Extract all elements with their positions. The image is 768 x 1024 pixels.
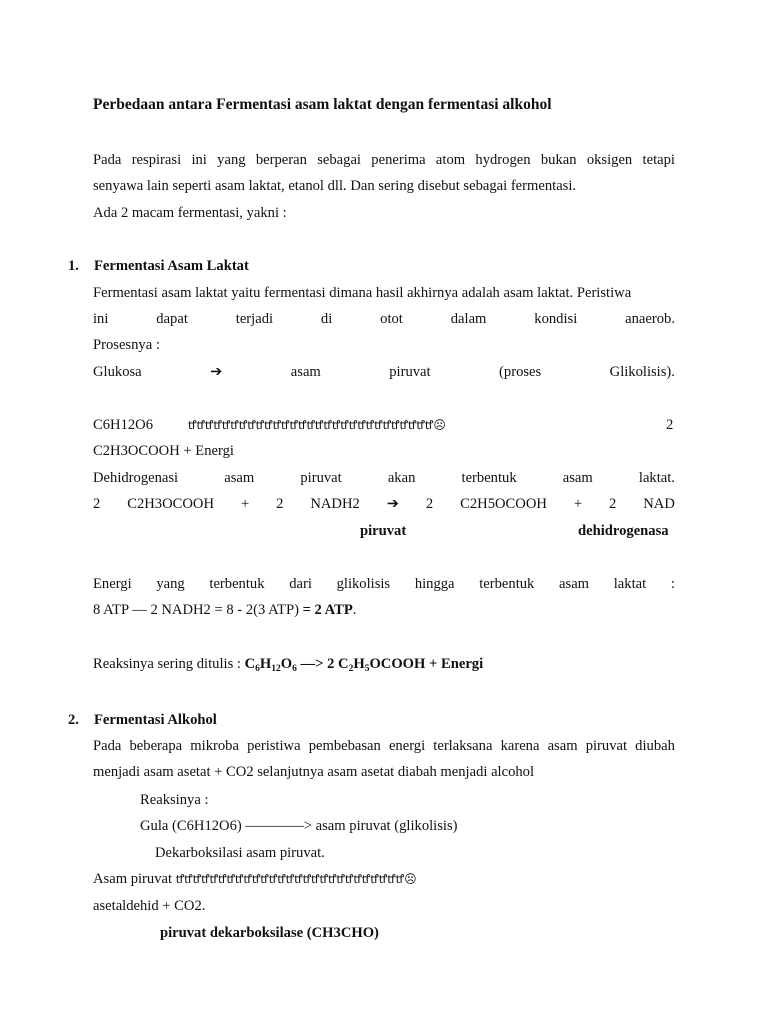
reaction-term: C2H3OCOOH (127, 496, 214, 512)
word: Pada (93, 738, 122, 754)
section1-paragraph-line-1: Fermentasi asam laktat yaitu fermentasi dimana hasil akhirnya adalah asam laktat. Peristiwa (93, 285, 632, 301)
reaction-term: 2 (93, 496, 101, 512)
word: beberapa (129, 738, 183, 754)
word: ini (93, 311, 109, 327)
word: piruvat (300, 470, 342, 486)
word: atom (435, 152, 466, 168)
section1-heading-text: Fermentasi Asam Laktat (94, 258, 249, 274)
word: yang (217, 152, 246, 168)
word: diubah (635, 738, 675, 754)
long-arrow-icon: ꝷꝷꝷꝷꝷꝷꝷꝷꝷꝷꝷꝷꝷꝷꝷꝷꝷꝷꝷꝷꝷꝷꝷꝷꝷꝷꝷ☹ (175, 872, 417, 886)
word: glikolisis (336, 576, 391, 592)
long-arrow-icon: ꝷꝷꝷꝷꝷꝷꝷꝷꝷꝷꝷꝷꝷꝷꝷꝷꝷꝷꝷꝷꝷꝷꝷꝷꝷꝷꝷꝷꝷ☹ (188, 418, 446, 432)
word: mikroba (190, 738, 239, 754)
word: dalam (450, 311, 487, 327)
word: berperan (255, 152, 307, 168)
word: Glukosa (93, 364, 142, 380)
word: terjadi (235, 311, 274, 327)
word: sebagai (317, 152, 361, 168)
word: ➔ (210, 364, 223, 380)
word: asam (562, 470, 593, 486)
document-title: Perbedaan antara Fermentasi asam laktat dengan fermentasi alkohol (93, 96, 552, 113)
reaction-row (93, 495, 675, 513)
gula-line: Gula (C6H12O6) ————> asam piruvat (glikolisis) (140, 818, 458, 834)
atp-line (93, 601, 356, 619)
reaksinya-label: Reaksinya : (140, 792, 209, 808)
reaction-term: NADH2 (310, 496, 360, 512)
word: di (320, 311, 333, 327)
dekarboksilasi-line: Dekarboksilasi asam piruvat. (155, 845, 325, 861)
reaction-term: + (573, 496, 583, 512)
section1-number: 1. (68, 258, 79, 274)
energi-row (93, 575, 675, 593)
reaction-term: + (240, 496, 250, 512)
word: Dehidrogenasi (93, 470, 179, 486)
word: respirasi (131, 152, 182, 168)
word: terlaksana (433, 738, 493, 754)
c6h12o6-formula: C6H12O6 (93, 417, 153, 433)
word: Glikolisis). (609, 364, 675, 380)
word: piruvat (585, 738, 628, 754)
word: asam (547, 738, 578, 754)
section2-heading-text: Fermentasi Alkohol (94, 712, 217, 728)
intro-line-2: senyawa lain seperti asam laktat, etanol dll. Dan sering disebut sebagai fermentasi. (93, 178, 577, 194)
section2-paragraph-line-1 (93, 737, 675, 755)
reaction-term: NAD (643, 496, 675, 512)
word: : (670, 576, 675, 592)
intro-line-3: Ada 2 macam fermentasi, yakni : (93, 205, 287, 221)
word: karena (500, 738, 540, 754)
reaction-term: C2H5OCOOH (460, 496, 547, 512)
word: energi (388, 738, 426, 754)
section2-number: 2. (68, 712, 79, 728)
word: asam (559, 576, 590, 592)
glukosa-row (93, 363, 675, 381)
word: kondisi (534, 311, 578, 327)
word: peristiwa (247, 738, 301, 754)
c6-product-coefficient: 2 (666, 417, 674, 433)
word: pembebasan (308, 738, 381, 754)
word: dari (289, 576, 312, 592)
enzyme-dekarboksilase: piruvat dekarboksilase (CH3CHO) (160, 925, 379, 941)
word: ini (191, 152, 207, 168)
atp-result: = 2 ATP (302, 602, 353, 618)
dehidrogenasi-row (93, 469, 675, 487)
asam-piruvat-line (93, 870, 417, 888)
word: piruvat (389, 364, 431, 380)
enzyme-piruvat: piruvat (360, 523, 407, 539)
word: laktat (613, 576, 647, 592)
word: yang (156, 576, 185, 592)
atp-period: . (352, 602, 357, 618)
word: penerima (371, 152, 426, 168)
section1-paragraph-line-2 (93, 310, 675, 328)
word: anaerob. (625, 311, 675, 327)
asetaldehid-line: asetaldehid + CO2. (93, 898, 206, 914)
reaksi-label: Reaksinya sering ditulis : (93, 656, 245, 672)
intro-line-1 (93, 151, 675, 169)
section2-heading (68, 711, 217, 729)
word: bukan (540, 152, 577, 168)
word: terbentuk (209, 576, 265, 592)
asam-piruvat-label: Asam piruvat (93, 871, 176, 887)
word: terbentuk (461, 470, 517, 486)
word: asam (224, 470, 255, 486)
word: oksigen (586, 152, 633, 168)
reaction-term: 2 (276, 496, 284, 512)
reaction-term: 2 (425, 496, 434, 512)
word: akan (387, 470, 416, 486)
reaksi-line (93, 655, 483, 673)
word: tetapi (642, 152, 675, 168)
reaction-term: ➔ (386, 496, 399, 512)
word: hingga (414, 576, 455, 592)
word: laktat. (638, 470, 675, 486)
reaksi-formula: $C_6H_{12}O_6$ —> 2 $C_2H_5OCOOH$ + Energi (244, 656, 484, 674)
section2-paragraph-line-2: menjadi asam asetat + CO2 selanjutnya asam asetat diabah menjadi alcohol (93, 764, 535, 780)
c2h3ocooh-line: C2H3OCOOH + Energi (93, 443, 234, 459)
word: terbentuk (479, 576, 535, 592)
word: asam (290, 364, 321, 380)
word: (proses (499, 364, 542, 380)
prosesnya-label: Prosesnya : (93, 337, 160, 353)
word: Energi (93, 576, 132, 592)
word: Pada (93, 152, 122, 168)
atp-text: 8 ATP — 2 NADH2 = 8 - 2(3 ATP) (93, 602, 303, 618)
word: hydrogen (475, 152, 531, 168)
section1-heading (68, 257, 249, 275)
reaction-term: 2 (609, 496, 617, 512)
enzyme-dehidrogenasa: dehidrogenasa (578, 523, 669, 539)
word: dapat (156, 311, 188, 327)
word: otot (380, 311, 403, 327)
